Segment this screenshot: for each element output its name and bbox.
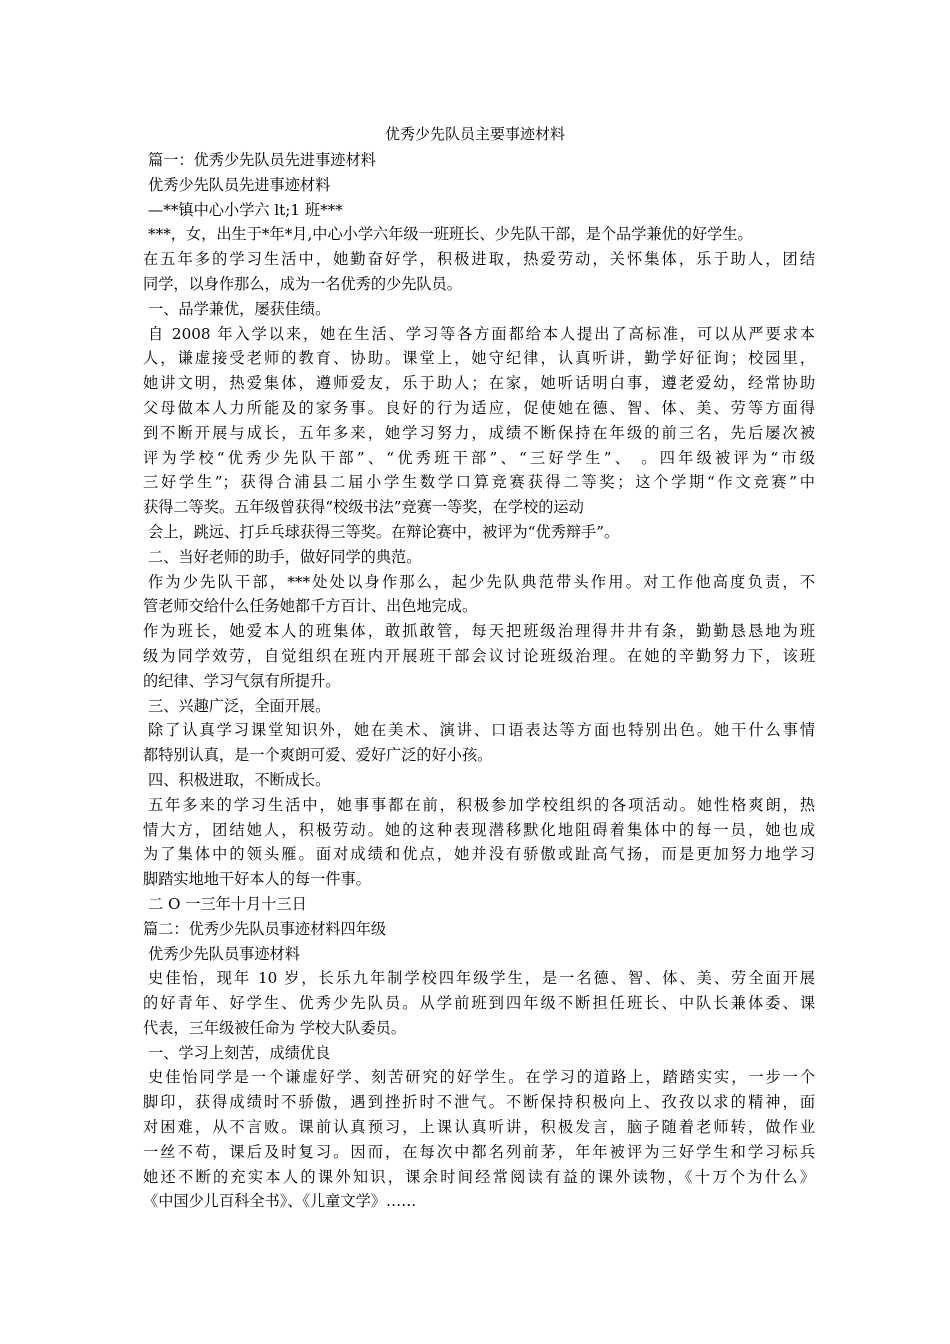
text-line: 她讲文明，热爱集体，遵师爱友，乐于助人；在家，她听话明白事，遵老爱幼，经常协助 [143,374,815,393]
text-line: 一、品学兼优，屡获佳绩。 [148,299,331,318]
text-line: 脚踏实地地干好本人的每一件事。 [143,870,371,889]
text-line: 二 O 一三年十月十三日 [148,894,307,913]
text-line: 四、积极进取，不断成长。 [148,770,331,789]
text-line: 在五年多的学习生活中，她勤奋好学，积极进取，热爱劳动，关怀集体，乐于助人，团结 [143,250,815,269]
text-line: 史佳怡，现年 10 岁，长乐九年制学校四年级学生，是一名德、智、体、美、劳全面开展 [148,969,815,988]
text-line: 自 2008 年入学以来，她在生活、学习等各方面都给本人提出了高标准，可以从严要求本 [148,324,815,343]
document-title: 优秀少先队员主要事迹材料 [384,125,565,143]
text-line: 代表，三年级被任命为 学校大队委员。 [143,1018,407,1037]
text-line: 《中国少儿百科全书》、《儿童文学》…… [143,1192,417,1211]
text-line: 除了认真学习课堂知识外，她在美术、演讲、口语表达等方面也特别出色。她干什么事情 [148,721,815,740]
text-line: 作为班长，她爱本人的班集体，敢抓敢管，每天把班级治理得井井有条，勤勤恳恳地为班 [143,622,815,641]
text-line: 同学，以身作那么，成为一名优秀的少先队员。 [143,274,462,293]
text-line: 级为同学效劳，自觉组织在班内开展班干部会议讨论班级治理。在她的辛勤努力下，该班 [143,646,815,665]
text-line: 会上，跳远、打乒乓球获得三等奖。在辩论赛中，被评为“优秀辩手”。 [148,522,620,541]
text-line: 评为学校“优秀少先队干部”、“优秀班干部”、“三好学生”、 。四年级被评为“市级 [143,448,815,467]
text-line: 五年多来的学习生活中，她事事都在前，积极参加学校组织的各项活动。她性格爽朗，热 [148,795,815,814]
text-line: 史佳怡同学是一个谦虚好学、刻苦研究的好学生。在学习的道路上，踏踏实实，一步一个 [148,1068,815,1087]
text-line: 三、兴趣广泛，全面开展。 [148,696,331,715]
document-body [143,148,815,1214]
text-line: 脚印，获得成绩时不骄傲，遇到挫折时不泄气。不断保持积极向上、孜孜以求的精神，面 [143,1093,815,1112]
text-line: 二、当好老师的助手，做好同学的典范。 [148,547,422,566]
text-line: 一丝不苟，课后及时复习。因而，在每次中都名列前茅，年年被评为三好学生和学习标兵 [143,1142,815,1161]
text-line: 篇一：优秀少先队员先进事迹材料 [148,151,376,169]
text-line: 为了集体中的领头雁。面对成绩和优点，她并没有骄傲或趾高气扬，而是更加努力地学习 [143,845,815,864]
text-line: 篇二：优秀少先队员事迹材料四年级 [143,919,386,938]
text-line: 的好青年、好学生、优秀少先队员。从学前班到四年级不断担任班长、中队长兼体委、课 [143,994,815,1013]
text-line: 的纪律、学习气氛有所提升。 [143,671,341,690]
text-line: 都特别认真，是一个爽朗可爱、爱好广泛的好小孩。 [143,746,493,765]
text-line: —**镇中心小学六 lt;1 班*** [148,200,343,219]
text-line: 获得二等奖。五年级曾获得“校级书法”竞赛一等奖，在学校的运动 [143,498,584,517]
text-line: 她还不断的充实本人的课外知识，课余时间经常阅读有益的课外读物，《十万个为什么》 [143,1167,815,1186]
text-line: 优秀少先队员先进事迹材料 [148,175,331,194]
text-line: 管老师交给什么任务她都千方百计、出色地完成。 [143,597,478,616]
text-line: 作为少先队干部，***处处以身作那么，起少先队典范带头作用。对工作他高度负责，不 [148,572,815,591]
text-line: 父母做本人力所能及的家务事。良好的行为适应，促使她在德、智、体、美、劳等方面得 [143,398,815,417]
text-line: 情大方，团结她人，积极劳动。她的这种表现潜移默化地阻碍着集体中的每一员，她也成 [143,820,815,839]
text-line: ***，女，出生于*年*月,中心小学六年级一班班长、少先队干部，是个品学兼优的好学生。 [148,225,753,244]
text-line: 到不断开展与成长，五年多来，她学习努力，成绩不断保持在年级的前三名，先后屡次被 [143,423,815,442]
text-line: 对困难，从不言败。课前认真预习，上课认真听讲，积极发言，脑子随着老师转，做作业 [143,1118,815,1137]
text-line: 优秀少先队员事迹材料 [148,944,300,963]
text-line: 人，谦虚接受老师的教育、协助。课堂上，她守纪律，认真听讲，勤学好征询；校园里， [143,349,815,368]
text-line: 三好学生”；获得合浦县二届小学生数学口算竞赛获得二等奖；这个学期“作文竞赛”中 [143,473,815,492]
text-line: 一、学习上刻苦，成绩优良 [148,1043,331,1062]
